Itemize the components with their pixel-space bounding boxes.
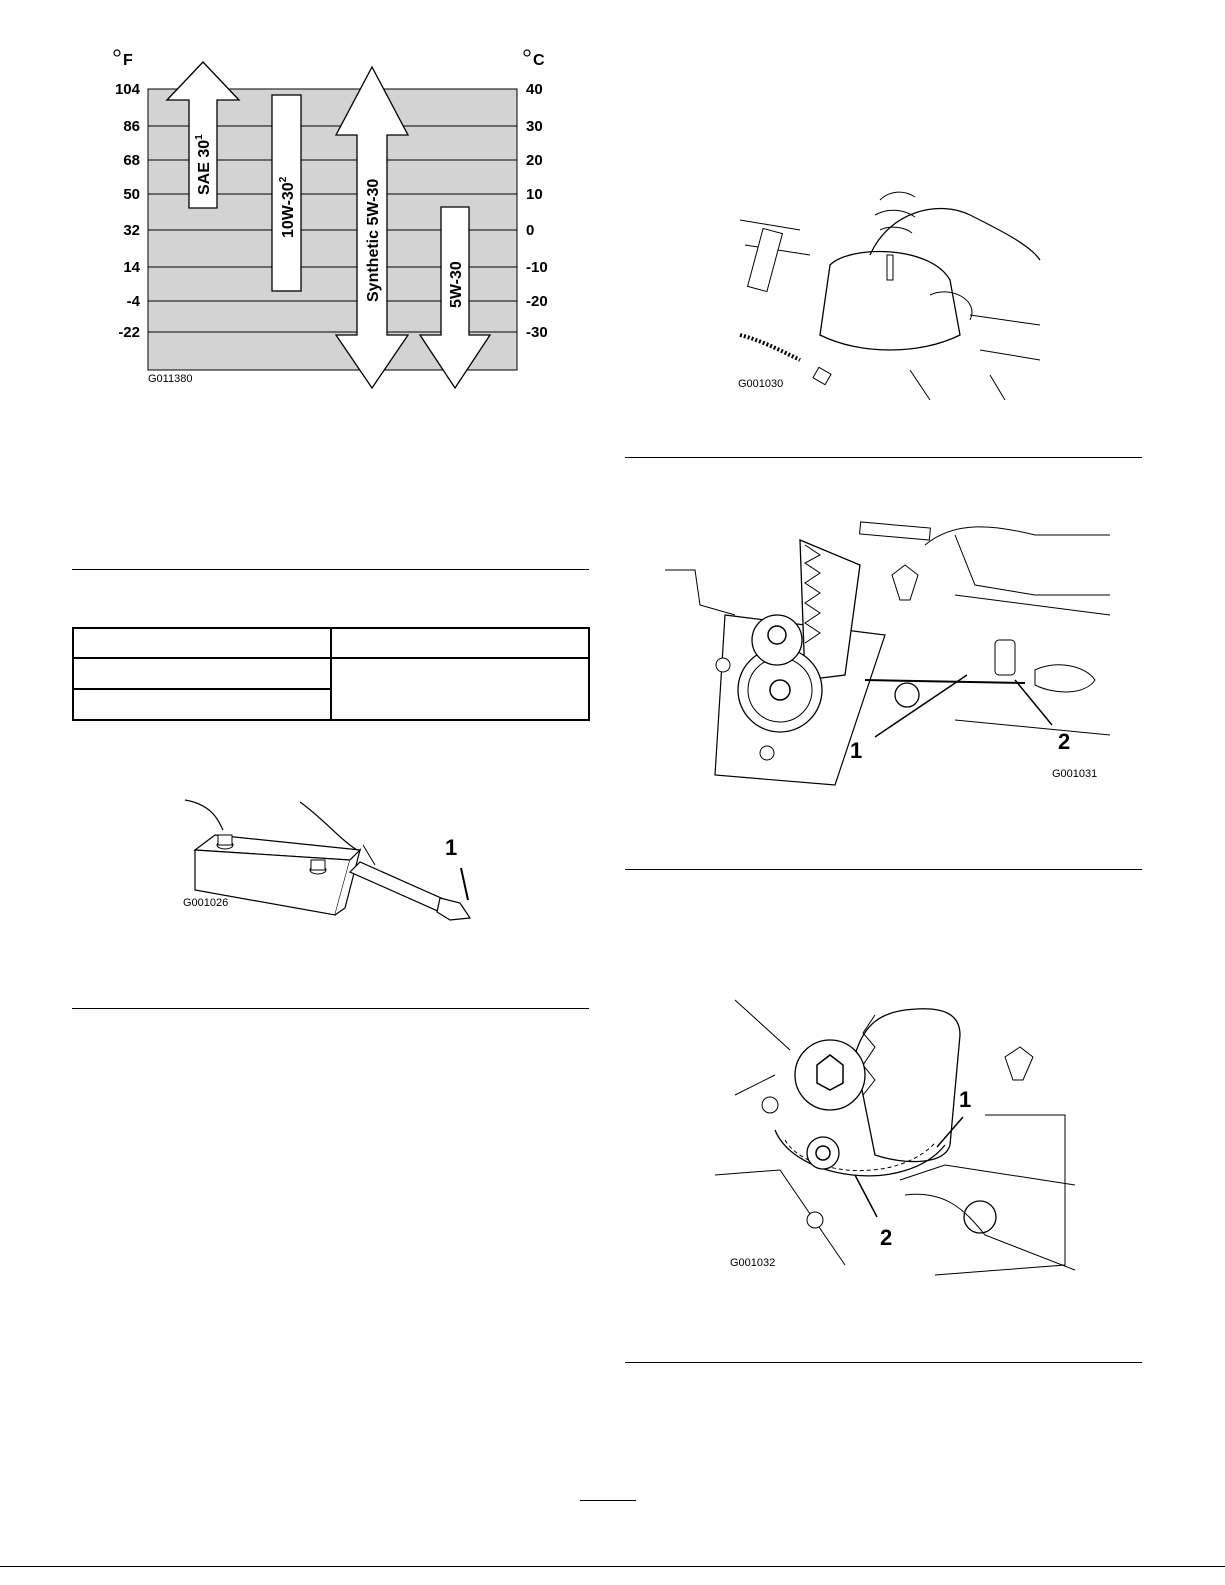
- engine-top-illustration: [730, 185, 1050, 405]
- degree-c-icon: [524, 50, 530, 56]
- fahrenheit-tick-label: 86: [123, 118, 140, 135]
- governor-illustration: [705, 995, 1075, 1280]
- celsius-tick-label: 40: [526, 81, 543, 98]
- callout-2: 2: [1058, 729, 1071, 754]
- section-divider: [625, 1362, 1142, 1363]
- callout-1: 1: [850, 738, 863, 763]
- figure-id: G011380: [148, 373, 193, 385]
- callout-2: 2: [880, 1225, 893, 1250]
- celsius-tick-label: 30: [526, 118, 543, 135]
- sae30-label: SAE $30^1$: [194, 134, 213, 195]
- section-divider: [72, 569, 589, 570]
- linkage-illustration: [655, 505, 1115, 790]
- table-cell: [73, 658, 331, 689]
- fahrenheit-tick-label: 104: [114, 81, 140, 98]
- unit-celsius: C: [533, 52, 545, 69]
- 5w30-label: 5W-30: [448, 261, 465, 308]
- celsius-tick-label: 20: [526, 152, 543, 169]
- celsius-tick-label: -10: [526, 259, 548, 276]
- table-cell: [331, 658, 589, 720]
- section-divider: [625, 869, 1142, 870]
- callout-1: 1: [445, 835, 458, 860]
- table-row: [73, 658, 589, 689]
- synthetic-5w30-label: Synthetic 5W-30: [365, 178, 382, 302]
- table-cell: [73, 628, 331, 658]
- 10w30-label: $10W-30^2$: [278, 176, 297, 238]
- figure-id: G001031: [1052, 768, 1098, 780]
- celsius-tick-label: 10: [526, 186, 543, 203]
- fahrenheit-tick-label: 68: [123, 152, 140, 169]
- section-divider: [72, 1008, 589, 1009]
- table-cell: [73, 689, 331, 720]
- figure-id: G001030: [738, 378, 784, 390]
- page-bottom-border: [0, 1566, 1225, 1567]
- section-divider: [625, 457, 1142, 458]
- fahrenheit-tick-label: 14: [123, 259, 140, 276]
- figure-id: G001026: [183, 897, 229, 909]
- specification-table: [72, 627, 590, 721]
- degree-f-icon: [114, 50, 120, 56]
- oil-viscosity-chart: [100, 40, 580, 400]
- fahrenheit-tick-label: 50: [123, 186, 140, 203]
- fahrenheit-tick-label: -4: [126, 293, 140, 310]
- table-row: [73, 628, 589, 658]
- callout-1: 1: [959, 1087, 972, 1112]
- dipstick-illustration: [175, 790, 495, 930]
- page-number-rule: [580, 1500, 636, 1501]
- celsius-tick-label: -30: [526, 324, 548, 341]
- figure-id: G001032: [730, 1257, 776, 1269]
- fahrenheit-tick-label: -22: [118, 324, 140, 341]
- celsius-tick-label: -20: [526, 293, 548, 310]
- celsius-tick-label: 0: [526, 222, 535, 239]
- table-cell: [331, 628, 589, 658]
- fahrenheit-tick-label: 32: [123, 222, 140, 239]
- unit-fahrenheit: F: [123, 52, 133, 69]
